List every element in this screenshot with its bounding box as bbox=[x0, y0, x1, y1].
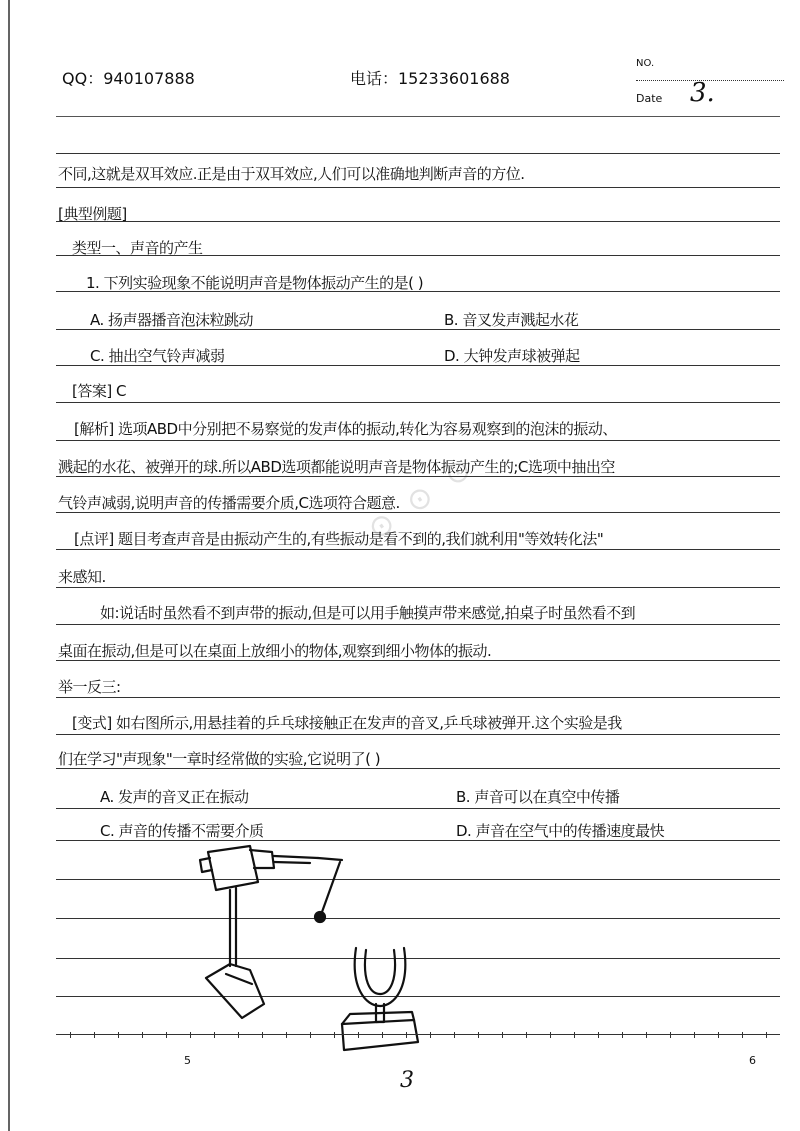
ruled-line bbox=[56, 808, 780, 809]
ruled-line bbox=[56, 624, 780, 625]
example-line: 桌面在振动,但是可以在桌面上放细小的物体,观察到细小物体的振动. bbox=[58, 642, 492, 660]
option-c: C. 抽出空气铃声减弱 bbox=[90, 347, 225, 365]
page-number: 3 bbox=[400, 1068, 414, 1093]
text-line: 不同,这就是双耳效应.正是由于双耳效应,人们可以准确地判断声音的方位. bbox=[58, 165, 525, 183]
subsection-heading: 类型一、声音的产生 bbox=[72, 239, 203, 257]
analysis-line: 溅起的水花、被弹开的球.所以ABD选项都能说明声音是物体振动产生的;C选项中抽出空 bbox=[58, 458, 615, 476]
ruled-line bbox=[56, 153, 780, 154]
analysis-line: [解析] 选项ABD中分别把不易察觉的发声体的振动,转化为容易观察到的泡沫的振动、 bbox=[74, 420, 617, 438]
page-header bbox=[0, 58, 800, 108]
variant-option-b: B. 声音可以在真空中传播 bbox=[456, 788, 620, 806]
variant-stem: 们在学习"声现象"一章时经常做的实验,它说明了( ) bbox=[58, 750, 381, 768]
footer-ruler bbox=[56, 1034, 780, 1049]
comment-line: [点评] 题目考查声音是由振动产生的,有些振动是看不到的,我们就利用"等效转化法" bbox=[74, 530, 604, 548]
ruled-line bbox=[56, 697, 780, 698]
ruler-label-right: 6 bbox=[749, 1054, 756, 1067]
date-value: 3. bbox=[690, 78, 715, 108]
ruled-line bbox=[56, 187, 780, 188]
ruled-line bbox=[56, 587, 780, 588]
variant-option-a: A. 发声的音叉正在振动 bbox=[100, 788, 249, 806]
practice-heading: 举一反三: bbox=[58, 678, 121, 696]
ruled-line bbox=[56, 440, 780, 441]
ruled-line bbox=[56, 402, 780, 403]
option-a: A. 扬声器播音泡沫粒跳动 bbox=[90, 311, 254, 329]
answer: [答案] C bbox=[72, 382, 126, 400]
qq-contact: QQ：940107888 bbox=[62, 69, 195, 88]
comment-line: 来感知. bbox=[58, 568, 106, 586]
analysis-line: 气铃声减弱,说明声音的传播需要介质,C选项符合题意. bbox=[58, 494, 400, 512]
question-stem: 1. 下列实验现象不能说明声音是物体振动产生的是( ) bbox=[86, 274, 424, 292]
option-b: B. 音叉发声溅起水花 bbox=[444, 311, 579, 329]
example-line: 如:说话时虽然看不到声带的振动,但是可以用手触摸声带来感觉,拍桌子时虽然看不到 bbox=[100, 604, 636, 622]
section-heading: [典型例题] bbox=[58, 205, 127, 223]
variant-stem: [变式] 如右图所示,用悬挂着的乒乓球接触正在发声的音叉,乒乓球被弹开.这个实验是我 bbox=[72, 714, 622, 732]
binding-edge bbox=[8, 0, 13, 1131]
ruled-line bbox=[56, 549, 780, 550]
ruled-line bbox=[56, 221, 780, 222]
header-rule bbox=[56, 116, 780, 117]
variant-option-d: D. 声音在空气中的传播速度最快 bbox=[456, 822, 665, 840]
date-label: Date bbox=[636, 92, 663, 105]
option-d: D. 大钟发声球被弹起 bbox=[444, 347, 580, 365]
variant-option-c: C. 声音的传播不需要介质 bbox=[100, 822, 264, 840]
no-label: NO. bbox=[636, 58, 655, 69]
ruled-line bbox=[56, 734, 780, 735]
ruler-label-left: 5 bbox=[184, 1054, 191, 1067]
phone-contact: 电话：15233601688 bbox=[350, 69, 510, 88]
watermark: ⊙ ⊙ ⊙ bbox=[361, 447, 484, 548]
